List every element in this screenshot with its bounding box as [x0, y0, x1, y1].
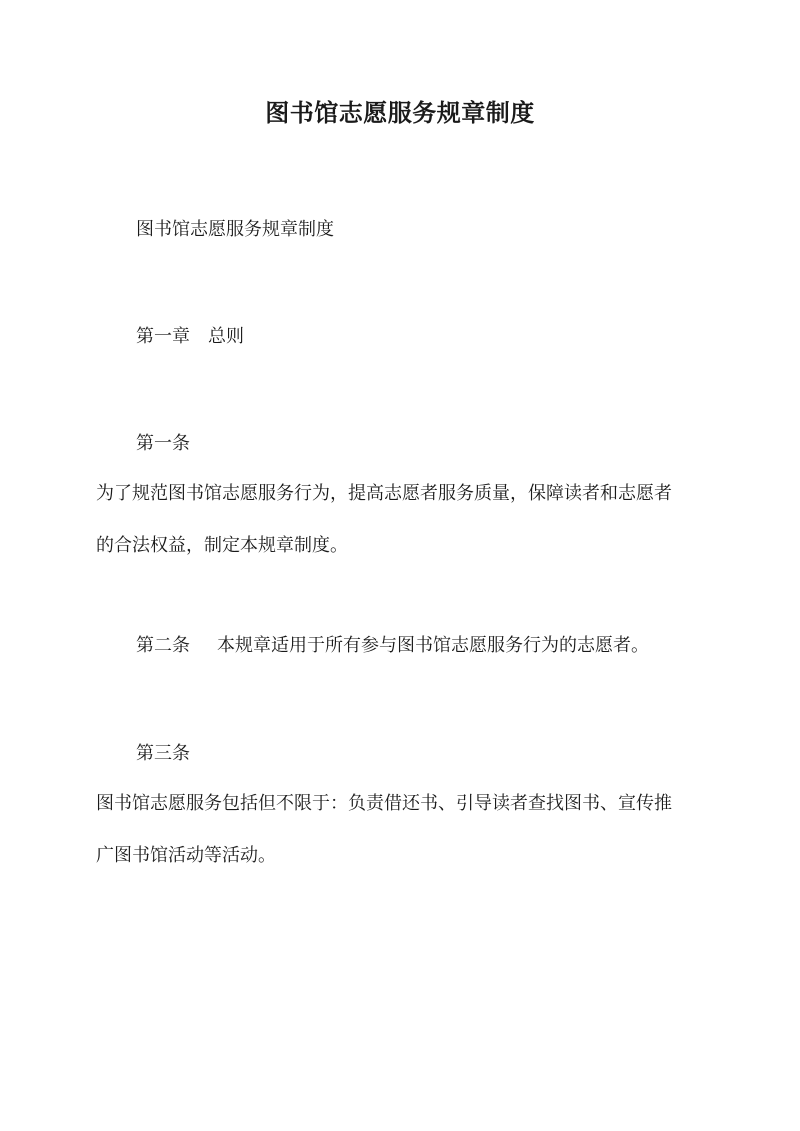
- article-1-label: 第一条: [136, 433, 190, 454]
- article-3-body: [96, 790, 706, 870]
- article-2: [136, 632, 649, 660]
- article-1-body: [96, 480, 706, 560]
- document-title: 图书馆志愿服务规章制度: [265, 98, 535, 127]
- chapter-number: 第一章: [136, 326, 190, 347]
- chapter-name: 总则: [208, 326, 244, 347]
- document-subtitle: 图书馆志愿服务规章制度: [136, 219, 334, 240]
- article-1-line-2: 的合法权益，制定本规章制度。: [96, 535, 348, 556]
- article-3-line-2: 广图书馆活动等活动。: [96, 845, 276, 866]
- article-3-line-1: 图书馆志愿服务包括但不限于：负责借还书、引导读者查找图书、宣传推: [96, 793, 672, 814]
- article-2-label: 第二条: [136, 635, 190, 656]
- article-2-text: 本规章适用于所有参与图书馆志愿服务行为的志愿者。: [217, 635, 649, 656]
- chapter-heading: [136, 323, 244, 351]
- article-1-line-1: 为了规范图书馆志愿服务行为，提高志愿者服务质量，保障读者和志愿者: [96, 483, 672, 504]
- article-3-label: 第三条: [136, 743, 190, 764]
